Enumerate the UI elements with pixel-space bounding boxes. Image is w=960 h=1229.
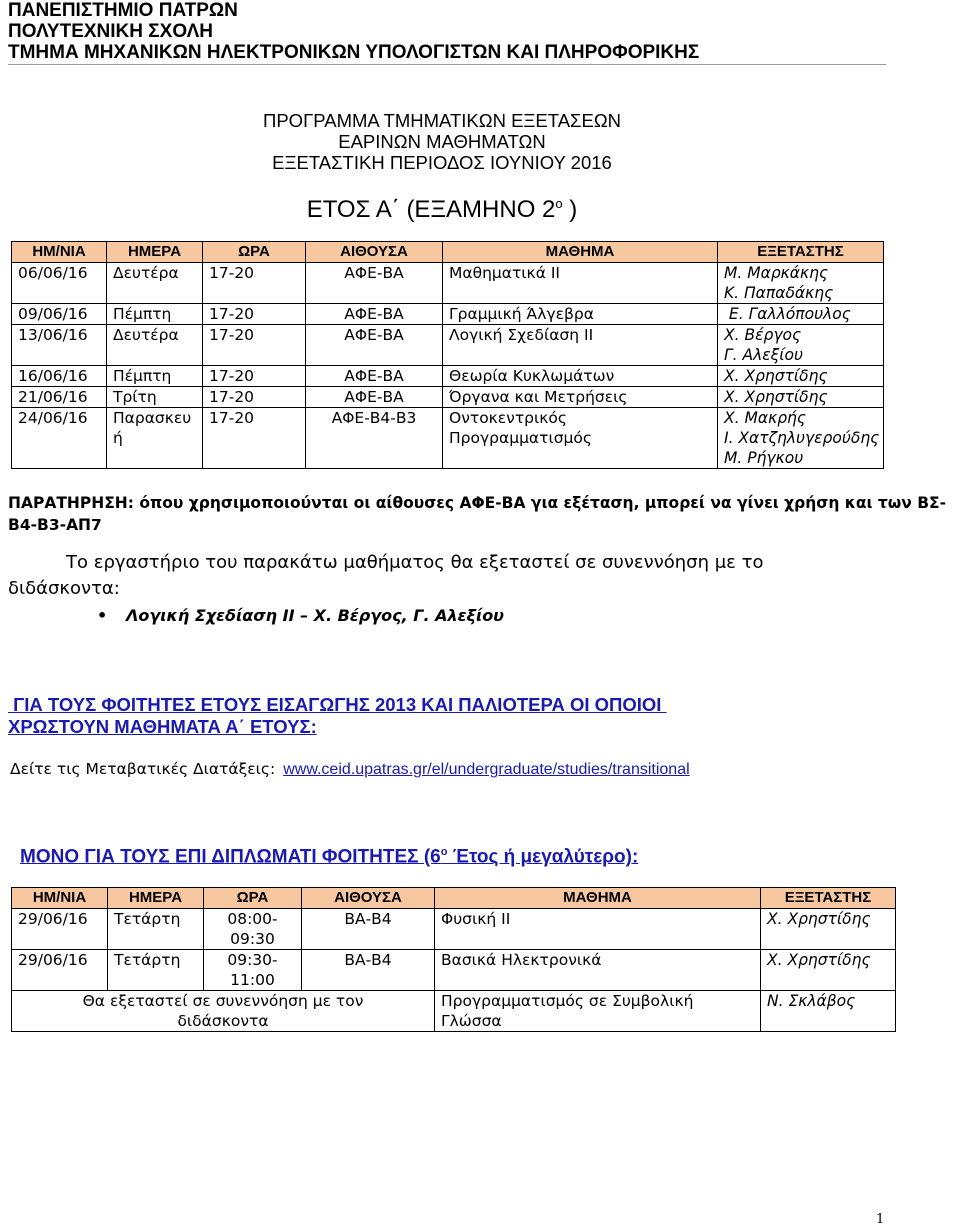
cell-time: 17-20 (203, 304, 306, 325)
col-header-room: ΑΙΘΟΥΣΑ (306, 242, 443, 263)
cell-date: 29/06/16 (12, 909, 108, 950)
col-header-examiner: ΕΞΕΤΑΣΤΗΣ (718, 242, 884, 263)
department-name: ΤΜΗΜΑ ΜΗΧΑΝΙΚΩΝ ΗΛΕΚΤΡΟΝΙΚΩΝ ΥΠΟΛΟΓΙΣΤΩΝ ΚΑΙ ΠΛΗΡΟΦΟΡΙΚΗΣ (8, 42, 700, 63)
diploma-exam-table (11, 887, 896, 1032)
table-row (12, 366, 884, 387)
table-row (12, 325, 884, 366)
exam-schedule-table (11, 241, 884, 469)
cell-examiner: Μ. Μαρκάκης Κ. Παπαδάκης (718, 263, 884, 304)
cell-day: Πέμπτη (107, 304, 203, 325)
title-line-3: ΕΞΕΤΑΣΤΙΚΗ ΠΕΡΙΟΔΟΣ ΙΟΥΝΙΟΥ 2016 (272, 152, 612, 173)
col-header-date: ΗΜ/ΝΙΑ (12, 242, 107, 263)
diploma-heading-sup: ο (440, 846, 448, 858)
col-header-course: ΜΑΘΗΜΑ (435, 888, 761, 909)
col-header-day: ΗΜΕΡΑ (107, 242, 203, 263)
cell-room: ΑΦΕ-ΒΑ (306, 387, 443, 408)
lab-bullet-text: Λογική Σχεδίαση ΙΙ – Χ. Βέργος, Γ. Αλεξίου (126, 606, 504, 625)
cell-room: ΑΦΕ-Β4-Β3 (306, 408, 443, 469)
cell-date: 13/06/16 (12, 325, 107, 366)
cell-merged-note: Θα εξεταστεί σε συνεννόηση με τον διδάσκοντα (12, 991, 435, 1032)
transitional-link[interactable]: www.ceid.upatras.gr/el/undergraduate/studies/transitional (283, 761, 690, 778)
table-row (12, 408, 884, 469)
cell-course: Λογική Σχεδίαση ΙΙ (443, 325, 718, 366)
lab-note-line-2: διδάσκοντα: (8, 578, 120, 599)
header-divider (8, 64, 886, 65)
col-header-time: ΩΡΑ (203, 242, 306, 263)
cell-day: Τρίτη (107, 387, 203, 408)
cell-date: 21/06/16 (12, 387, 107, 408)
cell-date: 16/06/16 (12, 366, 107, 387)
year-heading-end: ) (562, 196, 578, 223)
cell-day: Δευτέρα (107, 263, 203, 304)
cell-course: Προγραμματισμός σε Συμβολική Γλώσσα (435, 991, 761, 1032)
university-header (8, 0, 699, 63)
title-line-1: ΠΡΟΓΡΑΜΜΑ ΤΜΗΜΑΤΙΚΩΝ ΕΞΕΤΑΣΕΩΝ (262, 110, 622, 131)
cell-examiner: Χ. Μακρής Ι. Χατζηλυγερούδης Μ. Ρήγκου (718, 408, 884, 469)
cell-course: Βασικά Ηλεκτρονικά (435, 950, 761, 991)
cell-day: Τετάρτη (108, 950, 204, 991)
cell-examiner: Χ. Βέργος Γ. Αλεξίου (718, 325, 884, 366)
col-header-room: ΑΙΘΟΥΣΑ (302, 888, 435, 909)
cell-date: 06/06/16 (12, 263, 107, 304)
cell-room: ΑΦΕ-ΒΑ (306, 325, 443, 366)
cell-examiner: Χ. Χρηστίδης (761, 950, 896, 991)
transitional-provisions (10, 760, 690, 779)
table-header-row (12, 242, 884, 263)
cell-time: 17-20 (203, 325, 306, 366)
diploma-heading-end: Έτος ή μεγαλύτερο): (447, 846, 639, 868)
cell-time: 17-20 (203, 387, 306, 408)
cell-course: Γραμμική Άλγεβρα (443, 304, 718, 325)
cell-examiner: Χ. Χρηστίδης (718, 387, 884, 408)
cell-room: ΒΑ-Β4 (302, 950, 435, 991)
cell-examiner: Ν. Σκλάβος (761, 991, 896, 1032)
cell-examiner: Χ. Χρηστίδης (761, 909, 896, 950)
cell-course: Θεωρία Κυκλωμάτων (443, 366, 718, 387)
section-2013-heading (8, 694, 667, 738)
year-heading-text: ΕΤΟΣ Α΄ (ΕΞΑΜΗΝΟ 2 (306, 196, 556, 223)
cell-room: ΑΦΕ-ΒΑ (306, 366, 443, 387)
year-heading (0, 196, 884, 224)
cell-day: Πέμπτη (107, 366, 203, 387)
col-header-date: ΗΜ/ΝΙΑ (12, 888, 108, 909)
lab-note-line-1: Το εργαστήριο του παρακάτω μαθήματος θα εξεταστεί σε συνεννόηση με το (66, 552, 764, 573)
cell-day: Παρασκευ ή (107, 408, 203, 469)
cell-date: 09/06/16 (12, 304, 107, 325)
col-header-time: ΩΡΑ (204, 888, 302, 909)
page-number: 1 (876, 1212, 885, 1227)
cell-time: 17-20 (203, 408, 306, 469)
cell-examiner: Ε. Γαλλόπουλος (718, 304, 884, 325)
diploma-heading-text: ΜΟΝΟ ΓΙΑ ΤΟΥΣ ΕΠΙ ΔΙΠΛΩΜΑΤΙ ΦΟΙΤΗΤΕΣ (6 (20, 846, 441, 868)
bullet-icon: • (97, 606, 108, 625)
cell-time: 09:30- 11:00 (204, 950, 302, 991)
cell-time: 17-20 (203, 366, 306, 387)
diploma-section-heading (20, 846, 638, 868)
cell-room: ΒΑ-Β4 (302, 909, 435, 950)
section-2013-line-2: ΧΡΩΣΤΟΥΝ ΜΑΘΗΜΑΤΑ Α΄ ΕΤΟΥΣ: (8, 716, 317, 737)
year-heading-sup: ο (555, 196, 563, 211)
cell-date: 29/06/16 (12, 950, 108, 991)
table-row (12, 304, 884, 325)
document-title (0, 110, 884, 173)
cell-time: 17-20 (203, 263, 306, 304)
transitional-label: Δείτε τις Μεταβατικές Διατάξεις: (10, 760, 276, 778)
cell-course: Οντοκεντρικός Προγραμματισμός (443, 408, 718, 469)
university-name: ΠΑΝΕΠΙΣΤΗΜΙΟ ΠΑΤΡΩΝ (8, 0, 238, 21)
cell-day: Τετάρτη (108, 909, 204, 950)
title-line-2: ΕΑΡΙΝΩΝ ΜΑΘΗΜΑΤΩΝ (338, 131, 546, 152)
school-name: ΠΟΛΥΤΕΧΝΙΚΗ ΣΧΟΛΗ (8, 21, 214, 42)
table-row (12, 909, 896, 950)
note-paragraph: ΠΑΡΑΤΗΡΗΣΗ: όπου χρησιμοποιούνται οι αίθουσες ΑΦΕ-ΒΑ για εξέταση, μπορεί να γίνει χρήση και των ΒΣ-Β4-Β3-ΑΠ7 (8, 494, 947, 534)
cell-day: Δευτέρα (107, 325, 203, 366)
section-2013-line-1: ΓΙΑ ΤΟΥΣ ΦΟΙΤΗΤΕΣ ΕΤΟΥΣ ΕΙΣΑΓΩΓΗΣ 2013 ΚΑΙ ΠΑΛΙΟΤΕΡΑ ΟΙ ΟΠΟΙΟΙ (8, 694, 667, 715)
cell-examiner: Χ. Χρηστίδης (718, 366, 884, 387)
table-header-row (12, 888, 896, 909)
cell-date: 24/06/16 (12, 408, 107, 469)
cell-course: Μαθηματικά ΙΙ (443, 263, 718, 304)
table-row (12, 263, 884, 304)
col-header-course: ΜΑΘΗΜΑ (443, 242, 718, 263)
cell-room: ΑΦΕ-ΒΑ (306, 263, 443, 304)
col-header-day: ΗΜΕΡΑ (108, 888, 204, 909)
cell-room: ΑΦΕ-ΒΑ (306, 304, 443, 325)
col-header-examiner: ΕΞΕΤΑΣΤΗΣ (761, 888, 896, 909)
table-row (12, 950, 896, 991)
cell-course: Φυσική ΙΙ (435, 909, 761, 950)
cell-course: Όργανα και Μετρήσεις (443, 387, 718, 408)
cell-time: 08:00- 09:30 (204, 909, 302, 950)
table-row (12, 387, 884, 408)
table-row (12, 991, 896, 1032)
